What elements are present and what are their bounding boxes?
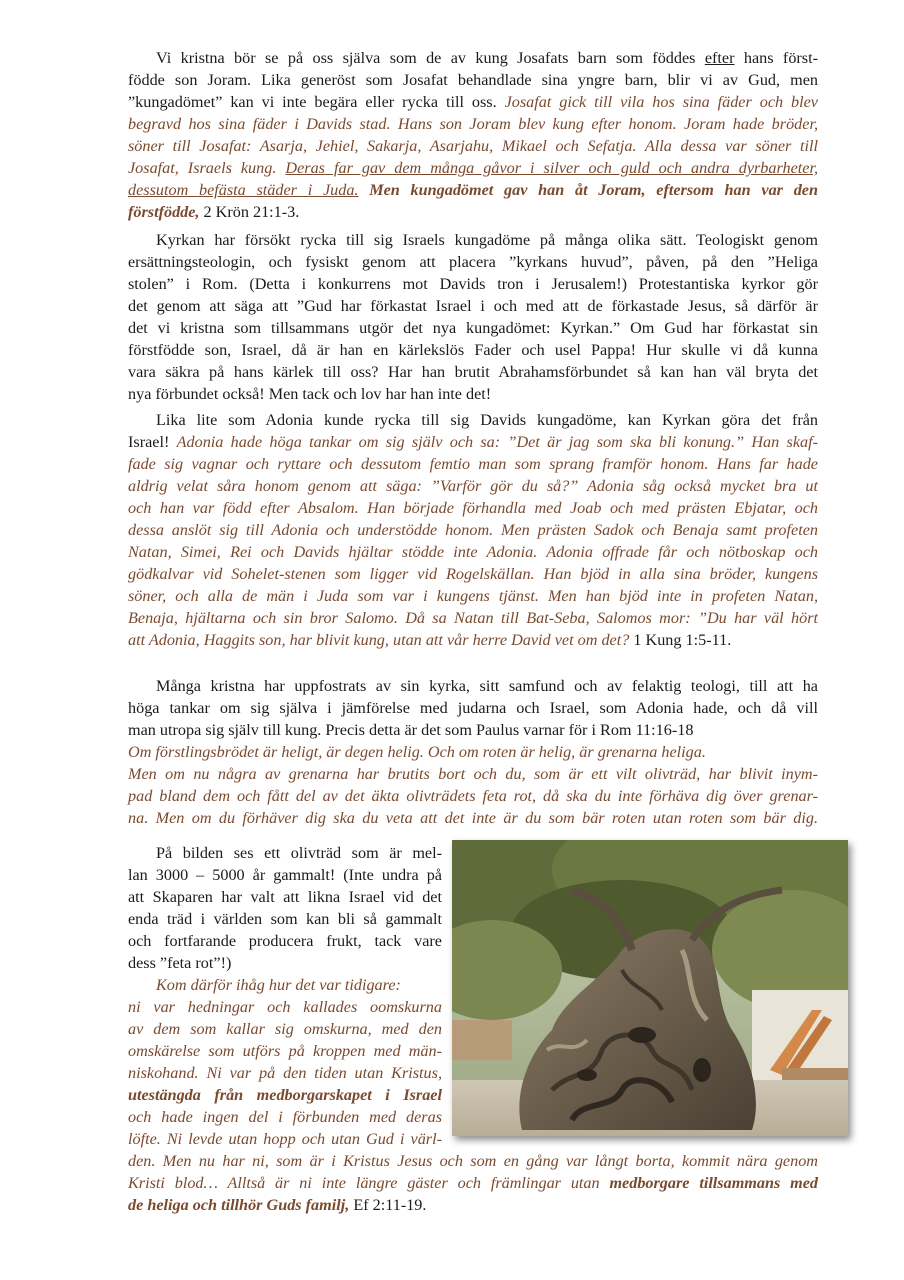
text-line: man utropa sig själv till kung. Precis detta är det som Paulus varnar för i Rom 11:16-18 bbox=[128, 721, 694, 739]
scripture-quote-line: söner, och alla de män i Juda som var i kungens tjänst. Men han bjöd inte in profeten Natan, bbox=[128, 587, 818, 605]
scripture-quote-line: Kom därför ihåg hur det var tidigare: bbox=[156, 976, 401, 994]
scripture-quote-line: söner till Josafat: Asarja, Jehiel, Sakarja, Asarjahu, Mikael och Sefatja. Alla dessa var söner till bbox=[128, 137, 818, 155]
underlined-quote: dessutom befästa städer i Juda. bbox=[128, 181, 359, 199]
text-line bbox=[128, 1194, 818, 1216]
scripture-quote-line: pad bland dem och fått del av det äkta olivträdets feta rot, då ska du inte förhäva dig över grenar- bbox=[128, 787, 818, 805]
text-line: stolen” i Rom. (Detta i konkurrens mot Davids tron i Jerusalem!) Protestantiska kyrkor gör bbox=[128, 275, 818, 293]
scripture-quote-line: Om förstlingsbrödet är heligt, är degen helig. Och om roten är helig, är grenarna heliga. bbox=[128, 743, 706, 761]
scripture-quote-line: aldrig velat såra honom genom att säga: ”Varför gör du så?” Adonia såg också mycket bra ut bbox=[128, 477, 818, 495]
text-line: att Skaparen har valt att likna Israel vid det bbox=[128, 888, 442, 906]
text-line: På bilden ses ett olivträd som är mel- bbox=[156, 844, 442, 862]
text-line: förstfödde son, Israel, då är han en kärlekslös Fader och usel Pappa! Hur skulle vi då kunna bbox=[128, 341, 818, 359]
scripture-quote-line: gödkalvar vid Sohelet-stenen som ligger vid Rogelskällan. Han bjöd in alla sina bröder, kungens bbox=[128, 565, 818, 583]
scripture-reference: Ef 2:11-19. bbox=[349, 1196, 427, 1214]
scripture-reference: 2 Krön 21:1-3. bbox=[199, 203, 300, 221]
olive-tree-photo bbox=[452, 840, 848, 1136]
scripture-quote-line: na. Men om du förhäver dig ska du veta att det inte är du som bär roten utan roten som bär dig. bbox=[128, 809, 818, 827]
scripture-quote-line: ni var hedningar och kallades oomskurna bbox=[128, 998, 442, 1016]
text-line: dess ”feta rot”!) bbox=[128, 954, 232, 972]
text-line bbox=[128, 201, 818, 223]
text-line: nya förbundet också! Men tack och lov har han inte det! bbox=[128, 385, 492, 403]
text-line bbox=[128, 629, 818, 651]
scripture-quote: Josafat gick till vila hos sina fäder och blev bbox=[504, 93, 818, 111]
text-line: Kristi blod… Alltså är ni inte längre gäster och främlingar utan medborgare tillsammans med bbox=[128, 1174, 818, 1192]
text-line: Många kristna har uppfostrats av sin kyrka, sitt samfund och av felaktig teologi, till att ha bbox=[156, 677, 818, 695]
text-line: enda träd i världen som kan bli så gammalt bbox=[128, 910, 442, 928]
text-line: födde son Joram. Lika generöst som Josafat behandlade sina yngre barn, blir vi av Gud, men bbox=[128, 71, 818, 89]
scripture-quote: att Adonia, Haggits son, har blivit kung, utan att vår herre David vet om det? bbox=[128, 631, 630, 649]
scripture-quote-line: och han var född efter Absalom. Han började förhandla med Joab och med prästen Ebjatar, och bbox=[128, 499, 818, 517]
text-line bbox=[128, 179, 818, 201]
scripture-quote-line: niskohand. Ni var på den tiden utan Kristus, bbox=[128, 1064, 442, 1082]
scripture-reference: 1 Kung 1:5-11. bbox=[629, 631, 732, 649]
text-line: lan 3000 – 5000 år gammalt! (Inte undra på bbox=[128, 866, 442, 884]
scripture-quote-line: av dem som kallar sig omskurna, med den bbox=[128, 1020, 442, 1038]
bold-quote: förstfödde, bbox=[128, 203, 200, 221]
text-line: Vi kristna bör se på oss själva som de av kung Josafats barn som föddes efter hans först- bbox=[156, 49, 818, 67]
scripture-quote-line: omskärelse som utförs på kroppen med män- bbox=[128, 1042, 442, 1060]
text-line: Josafat, Israels kung. Deras far gav dem många gåvor i silver och guld och andra dyrbarheter, bbox=[128, 159, 819, 177]
bold-quote: de heliga och tillhör Guds familj, bbox=[128, 1196, 350, 1214]
text-line: det vi kristna som tillsammans utgör det nya kungadömet: Kyrkan.” Om Gud har förkastat sin bbox=[128, 319, 818, 337]
paragraph-adonia bbox=[128, 409, 818, 651]
scripture-quote-line: Benaja, hjältarna och sin bror Salomo. Då sa Natan till Bat-Seba, Salomos mor: ”Du har väl hört bbox=[128, 609, 818, 627]
text-line: och fortfarande producera frukt, tack vare bbox=[128, 932, 442, 950]
scripture-quote-line: begravd hos sina fäder i Davids stad. Hans son Joram blev kung efter honom. Joram hade bröder, bbox=[128, 115, 818, 133]
scripture-quote-line: den. Men nu har ni, som är i Kristus Jesus och som en gång var långt borta, kommit nära genom bbox=[128, 1152, 818, 1170]
paragraph-paulus bbox=[128, 675, 818, 829]
underlined-quote: Deras far gav dem många gåvor i silver och guld och andra dyrbarheter, bbox=[285, 159, 819, 177]
scripture-quote-line: fade sig vagnar och ryttare och dessutom femtio man som sprang framför honom. Hans far hade bbox=[128, 455, 818, 473]
text-line: höga tankar om sig själva i jämförelse med judarna och Israel, som Adonia hade, och då vill bbox=[128, 699, 818, 717]
text-line: ”kungadömet” kan vi inte begära eller rycka till oss. Josafat gick till vila hos sina fäder och blev bbox=[128, 93, 818, 111]
scripture-quote-line: Men om nu några av grenarna har brutits bort och du, som är ett vilt olivträd, har blivit inym- bbox=[128, 765, 818, 783]
scripture-quote-line: löfte. Ni levde utan hopp och utan Gud i värl- bbox=[128, 1130, 442, 1148]
bold-quote: Men kungadömet gav han åt Joram, eftersom han var den bbox=[358, 181, 818, 199]
scripture-quote-line: och hade ingen del i förbunden med deras bbox=[128, 1108, 442, 1126]
scripture-quote: Adonia hade höga tankar om sig själv och sa: ”Det är jag som ska bli konung.” Han skaf- bbox=[176, 433, 818, 451]
paragraph-josafat bbox=[128, 47, 818, 223]
text-line: ersättningsteologin, och fysiskt genom att placera ”kyrkans huvud”, påven, på den ”Heliga bbox=[128, 253, 818, 271]
scripture-quote-line: dessa anslöt sig till Adonia och understödde honom. Men prästen Sadok och Benaja samt profeten bbox=[128, 521, 818, 539]
text-line: det genom att säga att ”Gud har förkastat Israel i och med att de förkastade Jesus, så därför är bbox=[128, 297, 818, 315]
bold-quote-line: utestängda från medborgarskapet i Israel bbox=[128, 1086, 442, 1104]
paragraph-olive-caption bbox=[128, 842, 442, 974]
bold-quote: medborgare tillsammans med bbox=[609, 1174, 818, 1192]
underlined-word: efter bbox=[704, 49, 735, 67]
text-line: Israel! Adonia hade höga tankar om sig själv och sa: ”Det är jag som ska bli konung.” Han skaf- bbox=[128, 433, 818, 451]
text-line: Lika lite som Adonia kunde rycka till sig Davids kungadöme, kan Kyrkan göra det från bbox=[156, 411, 818, 429]
scripture-quote-line: Natan, Simei, Rei och Davids hjältar stödde inte Adonia. Adonia offrade får och nötboskap och bbox=[128, 543, 818, 561]
text-line: Kyrkan har försökt rycka till sig Israels kungadöme på många olika sätt. Teologiskt genom bbox=[156, 231, 818, 249]
text-line: vara säkra på hans kärlek till oss? Har han brutit Abrahamsförbundet så kan han väl bryta det bbox=[128, 363, 818, 381]
paragraph-kyrkan bbox=[128, 229, 818, 405]
